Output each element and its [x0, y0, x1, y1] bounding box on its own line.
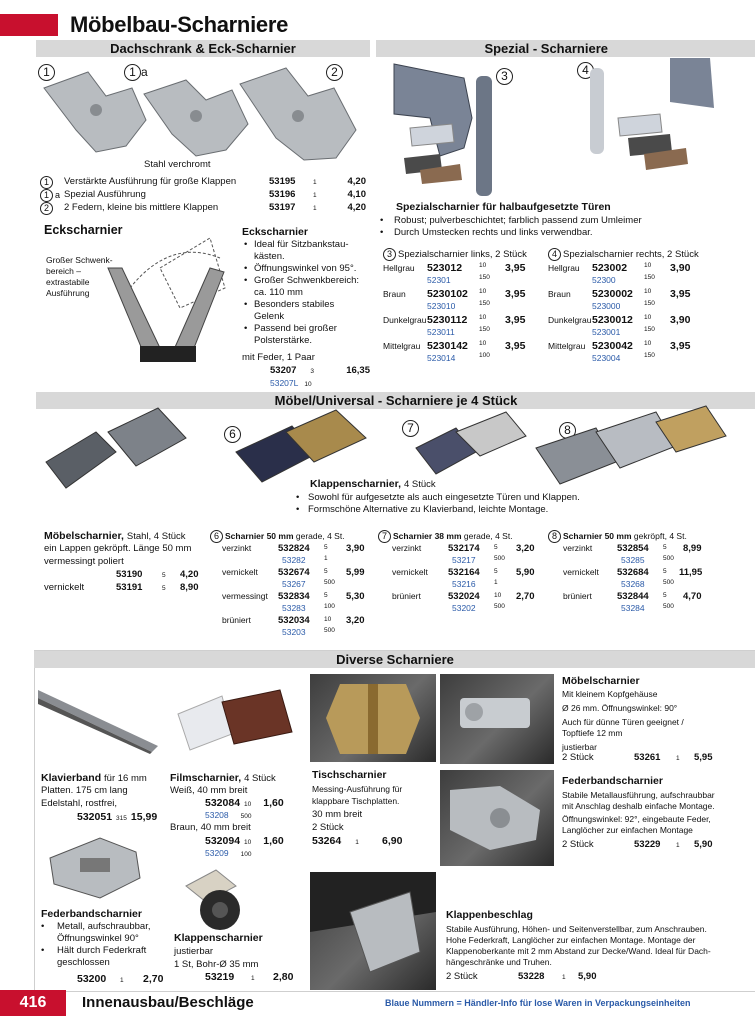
price-row: 2 2 Federn, kleine bis mittlere Klappen 53197 $^1$ 4,20: [40, 202, 366, 215]
federband1-price-row: 2 Stück 53229 1 5,90: [562, 839, 713, 850]
spezial-bullets: • Robust; pulverbeschichtet; farblich passend zum Umleimer • Durch Umstecken rechts und links verwendbar.: [380, 215, 642, 238]
page-title: Möbelbau-Scharniere: [70, 12, 289, 37]
spezial-left-title: 3 Spezialscharnier links, 2 Stück: [383, 248, 527, 261]
price-row: verzinkt 532174 5 3,20 53217 500: [392, 543, 535, 565]
tischscharnier-photo: [310, 674, 436, 762]
klavierband-title: Klavierband für 16 mm: [41, 772, 147, 784]
federband1-title: Federbandscharnier: [562, 775, 663, 787]
klappen2-line2: 1 St, Bohr-Ø 35 mm: [174, 959, 259, 970]
spezial-right-table: [548, 262, 708, 366]
footer-note: Blaue Nummern = Händler-Info für lose Waren in Verpackungseinheiten: [385, 998, 691, 1008]
moebel2-price-row: 2 Stück 53261 1 5,95: [562, 752, 713, 763]
spezial-row: Braun 5230102 10 3,95 523010 150: [383, 288, 526, 311]
s7-price-table: [392, 543, 542, 615]
moebel-line2: vermessingt poliert: [44, 556, 124, 567]
dachschrank-hinges-photo: [36, 60, 370, 170]
eckscharnier-diagram: [100, 228, 240, 378]
klappen2-price-row: 53219 1 2,80: [205, 971, 294, 983]
price-row: 53190 5 4,20: [116, 569, 199, 580]
klappen-bullets: • Sowohl für aufgesetzte als auch eingesetzte Türen und Klappen. • Formschöne Alternative zu Klavierband, leichte Montage.: [296, 492, 580, 515]
eck-blue-row: 53207L $^{10}$: [270, 378, 312, 388]
klappen2-line1: justierbar: [174, 946, 214, 957]
marker-1: 1: [38, 64, 55, 81]
moebel2-lines: Mit kleinem Kopfgehäuse Ø 26 mm. Öffnungswinkel: 90° Auch für dünne Türen geeignet / Topftiefe 12 mm justierbar: [562, 689, 684, 752]
price-row: brüniert 532024 10 2,70 53202 500: [392, 591, 535, 613]
price-row: vernickelt 532684 5 11,95 53268 500: [563, 567, 703, 589]
klappen-title: Klappenscharnier, 4 Stück: [310, 478, 436, 490]
film-blue-row-2: 53209 $^{100}$: [205, 848, 252, 858]
klappenbeschlag-photo: [310, 872, 436, 990]
marker-3: 3: [496, 68, 513, 85]
s6-header: 6 Scharnier 50 mm gerade, 4 St.: [210, 530, 345, 543]
tisch-line4: 2 Stück: [312, 822, 344, 833]
film-blue-row-1: 53208 $^{500}$: [205, 810, 252, 820]
price-row: verzinkt 532854 5 8,99 53285 500: [563, 543, 702, 565]
price-row: 1 a Spezial Ausführung 53196 $^1$ 4,10: [40, 189, 366, 202]
filmscharnier-photo: [172, 684, 298, 764]
price-row: vernickelt 532674 5 5,99 53267 500: [222, 567, 365, 589]
eck-side-text: Großer Schwenk- bereich – extrastabile Ausführung: [46, 255, 113, 298]
moebel-title: Möbelscharnier, Stahl, 4 Stück: [44, 530, 186, 542]
klappenbeschlag-lines: Stabile Ausführung, Höhen- und Seitenverstellbar, zum Anschrauben. Hohe Federkraft, Langlöcher zur einfachen Montage. Montage der Klappenoberkante mit 2 mm Abstand zur Decke/Wand. Ideal für Dach- hängeschränke und Truhen.: [446, 924, 711, 967]
spezial-row: Dunkelgrau 5230112 10 3,95 523011 150: [383, 314, 526, 337]
federband-photo-left: [40, 828, 150, 906]
tisch-price-row: 53264 $^1$ 6,90: [312, 835, 403, 847]
price-row: brüniert 532844 5 4,70 53284 500: [563, 591, 702, 613]
klavierband-line2: Edelstahl, rostfrei,: [41, 798, 118, 809]
price-row: vermessingt 532834 5 5,30 53283 100: [222, 591, 365, 613]
dachschrank-price-list: [40, 176, 370, 215]
section-header-dachschrank: Dachschrank & Eck-Scharnier: [36, 40, 370, 57]
federband-photo-right: [440, 770, 554, 866]
spezial-row: Mittelgrau 5230142 10 3,95 523014 100: [383, 340, 526, 363]
spezial-hinges-photo: [380, 58, 754, 198]
eck-bullet-list: • Ideal für Sitzbankstau- kästen. • Öffnungswinkel von 95°. • Großer Schwenkbereich: ca. 110 mm • Besonders stabiles Gelenk • Passend bei großer Polsterstärke.: [244, 239, 360, 346]
spezial-row: Dunkelgrau 5230012 10 3,90 523001 150: [548, 314, 691, 337]
klavierband-price-row: 532051 $^{315}$ 15,99: [77, 811, 158, 823]
tisch-line1: Messing-Ausführung für: [312, 784, 403, 794]
eck-price-row: 53207 $^3$ 16,35: [270, 365, 370, 376]
tischscharnier-title: Tischscharnier: [312, 769, 387, 781]
moebelscharnier2-title: Möbelscharnier: [562, 675, 640, 687]
federband2-price-row: 53200 1 2,70: [77, 973, 164, 985]
moebel-line1: ein Lappen gekröpft. Länge 50 mm: [44, 543, 192, 554]
price-row: vernickelt 532164 5 5,90 53216 1: [392, 567, 535, 589]
section-header-diverse: Diverse Scharniere: [34, 651, 755, 668]
price-row: 1 Verstärkte Ausführung für große Klappen 53195 $^1$ 4,20: [40, 176, 366, 189]
price-row: vernickelt 53191 5 8,90: [44, 582, 199, 593]
price-row: brüniert 532034 10 3,20 53203 500: [222, 615, 365, 637]
klappenscharnier2-title: Klappenscharnier: [174, 932, 263, 944]
section-header-universal: Möbel/Universal - Scharniere je 4 Stück: [36, 392, 755, 409]
price-row: verzinkt 532824 5 3,90 53282 1: [222, 543, 365, 565]
marker-2: 2: [326, 64, 343, 81]
klavierband-photo: [38, 684, 163, 754]
spezial-row: Hellgrau 523002 10 3,90 52300 150: [548, 262, 691, 285]
marker-6: 6: [224, 426, 241, 443]
eck-with-label: mit Feder, 1 Paar: [242, 352, 315, 363]
spezial-left-table: [383, 262, 543, 366]
film-line1: Weiß, 40 mm breit: [170, 785, 248, 796]
s7-header: 7 Scharnier 38 mm gerade, 4 St.: [378, 530, 513, 543]
spezial-row: Hellgrau 523012 10 3,95 52301 150: [383, 262, 526, 285]
moebelscharnier-photo: [440, 674, 554, 764]
spezial-row: Mittelgrau 5230042 10 3,95 523004 150: [548, 340, 691, 363]
footer-section: Innenausbau/Beschläge: [82, 994, 254, 1011]
federband2-bullets: • Metall, aufschraubbar, Öffnungswinkel 90° • Hält durch Federkraft geschlossen: [41, 921, 151, 968]
eck-subtitle: Eckscharnier: [242, 226, 308, 238]
marker-1a: 1 a: [124, 64, 148, 81]
section-header-spezial: Spezial - Scharniere: [376, 40, 755, 57]
klappenscharnier-photo: [176, 866, 260, 936]
eckscharnier-title: Eckscharnier: [44, 223, 123, 237]
page-number: 416: [0, 990, 66, 1016]
filmscharnier-title: Filmscharnier, 4 Stück: [170, 772, 276, 784]
spezial-title: Spezialscharnier für halbaufgesetzte Türen: [396, 201, 611, 213]
spezial-row: Braun 5230002 10 3,95 523000 150: [548, 288, 691, 311]
s6-price-table: [222, 543, 372, 639]
klappenbeschlag-title: Klappenbeschlag: [446, 909, 533, 921]
federband2-title: Federbandscharnier: [41, 908, 142, 920]
title-accent-bar: [0, 14, 58, 36]
spezial-right-title: 4 Spezialscharnier rechts, 2 Stück: [548, 248, 699, 261]
marker-7: 7: [402, 420, 419, 437]
s8-price-table: [563, 543, 713, 615]
klappenbeschlag-price-row: 2 Stück 53228 1 5,90: [446, 971, 597, 982]
film-price-row-1: 532084 $^{10}$ 1,60: [205, 797, 284, 809]
film-price-row-2: 532094 $^{10}$ 1,60: [205, 835, 284, 847]
moebel-price-table: [44, 569, 204, 595]
tisch-line2: klappbare Tischplatten.: [312, 796, 400, 806]
federband1-lines: Stabile Metallausführung, aufschraubbar mit Anschlag deshalb einfache Montage. Öffnungswinkel: 92°, eingebaute Feder, Langlöcher zur einfachen Montage: [562, 790, 715, 835]
tisch-line3: 30 mm breit: [312, 809, 363, 820]
s8-header: 8 Scharnier 50 mm gekröpft, 4 St.: [548, 530, 687, 543]
stahl-verchromt-label: Stahl verchromt: [144, 159, 211, 170]
film-line2: Braun, 40 mm breit: [170, 822, 251, 833]
klavierband-line1: Platten. 175 cm lang: [41, 785, 128, 796]
marker-4: 4: [577, 62, 594, 79]
marker-8: 8: [559, 422, 576, 439]
